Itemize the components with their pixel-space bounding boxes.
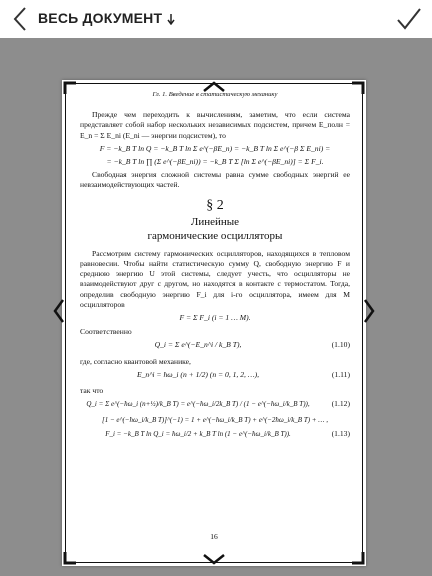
paragraph: Рассмотрим систему гармонических осцилляторов, находящихся в тепловом равновесии. Чтобы найти статистическую сумму Q, свободную энергию F и среднюю энергию U этой системы, следует учесть, что осцилляторы не взаимодействуют друг с другом, но находятся в контакте с термостатом. Тогда, определив свободную энергию F_i для i-го осциллятора, имеем для M осцилляторов: [80, 248, 350, 309]
section-title-line-2: гармонические осцилляторы: [147, 229, 283, 242]
crop-handle-right-icon[interactable]: [362, 298, 376, 324]
equation: E_n^i = ħω_i (n + 1/2) (n = 0, 1, 2, …),: [136, 369, 259, 379]
crop-handle-top-left-icon[interactable]: [63, 81, 77, 95]
crop-handle-bottom-right-icon[interactable]: [351, 551, 365, 565]
crop-handle-left-icon[interactable]: [52, 298, 66, 324]
running-head: Гл. 1. Введение в статистическую механику: [152, 91, 278, 98]
document-view: [0, 38, 432, 576]
formula: F = −k_B T ln Q = −k_B T ln Σ e^(−βE_n) = −k_B T ln Σ e^(−β Σ E_ni) =: [99, 143, 331, 153]
scope-dropdown[interactable]: [38, 10, 175, 26]
equation-row: [80, 429, 350, 439]
equation-number: (1.10): [331, 340, 350, 350]
chevron-left-icon: [11, 6, 29, 32]
equation: Q_i = Σ e^(−ħω_i (n+½)/k_B T) = e^(−ħω_i/2k_B T) / (1 − e^(−ħω_i/k_B T)),: [86, 400, 310, 409]
equation-row: [80, 370, 350, 380]
equation-number: (1.13): [331, 428, 350, 438]
paragraph: Свободная энергия сложной системы равна сумме свободных энергий ее невзаимодействующих частей.: [80, 170, 350, 190]
lead-text: где, согласно квантовой механике,: [80, 356, 191, 366]
formula: F = Σ F_i (i = 1 … M).: [179, 313, 251, 323]
toolbar: [0, 0, 432, 38]
back-button[interactable]: [6, 2, 34, 36]
formula: [1 − e^(−ħω_i/k_B T)]^(−1) = 1 + e^(−ħω_i/k_B T) + e^(−2ħω_i/k_B T) + … ,: [101, 416, 329, 425]
equation-row: [80, 340, 350, 350]
page-content: [80, 90, 350, 445]
equation-number: (1.11): [331, 369, 350, 379]
paragraph: Прежде чем переходить к вычислениям, заметим, что если система представляет собой набор нескольких независимых подсистем, причем E_полн = E_n = Σ E_ni (E_ni — энергии подсистем), то: [80, 110, 350, 140]
checkmark-icon: [396, 7, 422, 31]
section-title-line-1: Линейные: [190, 215, 240, 228]
crop-handle-bottom-icon[interactable]: [202, 553, 226, 565]
lead-text: так что: [80, 386, 104, 396]
formula: = −k_B T ln ∏ (Σ e^(−βE_ni)) = −k_B T Σ [ln Σ e^(−βE_ni)] = Σ F_i.: [106, 157, 324, 167]
crop-handle-bottom-left-icon[interactable]: [63, 551, 77, 565]
arrow-down-icon: [167, 13, 175, 25]
crop-handle-top-right-icon[interactable]: [351, 81, 365, 95]
section-number: § 2: [206, 197, 224, 213]
document-page: [62, 80, 366, 566]
equation-number: (1.12): [331, 399, 350, 409]
page-number: 16: [210, 532, 218, 541]
equation-row: [80, 399, 350, 409]
scope-label: ВЕСЬ ДОКУМЕНТ: [38, 10, 163, 26]
equation: Q_i = Σ e^(−E_n^i / k_B T),: [154, 340, 242, 350]
lead-text: Соответственно: [80, 327, 132, 337]
equation: F_i = −k_B T ln Q_i = ħω_i/2 + k_B T ln (1 − e^(−ħω_i/k_B T)).: [105, 429, 291, 438]
confirm-button[interactable]: [392, 2, 426, 36]
